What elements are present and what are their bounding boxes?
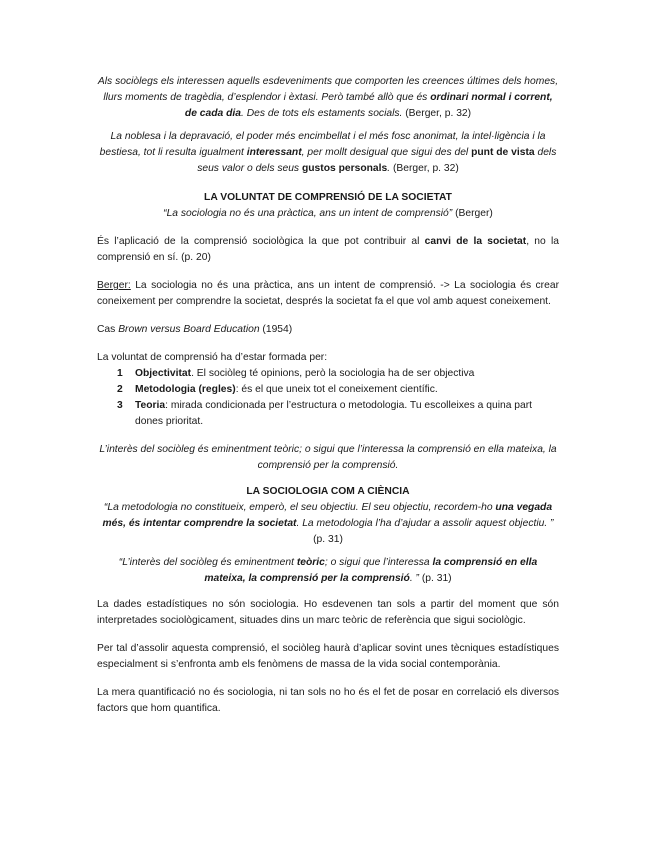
list-item: 1 Objectivitat. El sociòleg té opinions, però la sociologia ha de ser objectiva [117,368,475,379]
section-heading-ciencia: LA SOCIOLOGIA COM A CIÈNCIA [246,486,410,497]
paragraph-berger: Berger: La sociologia no és una pràctica, ans un intent de comprensió. -> La sociologia és crear coneixement per comprendre la societat, després la societat fa el que vol amb aquest coneixement. [97,280,559,307]
quote-interes-teoric: L’interès del sociòleg és eminentment teòric; o sigui que l’interessa la comprensió en ella mateixa, la comprensió per la comprensió. [99,444,557,471]
section-epigraph: “La sociologia no és una pràctica, ans un intent de comprensió” (Berger) [163,208,493,219]
paragraph-dades-estadistiques: La dades estadístiques no són sociologia. Ho esdevenen tan sols a partir del moment que són interpretades sociològicament, situades dins un marc teòric de referència que sigui sociològic. [97,599,559,626]
list-intro: La voluntat de comprensió ha d’estar formada per: [97,352,328,363]
section-heading-comprensio: LA VOLUNTAT DE COMPRENSIÓ DE LA SOCIETAT [204,192,452,203]
list-item: 3 Teoria: mirada condicionada per l’estructura o metodologia. Tu escolleixes a quina part dones prioritat. [117,400,533,427]
numbered-list [97,366,559,430]
paragraph-brown-case: Cas Brown versus Board Education (1954) [97,324,293,335]
paragraph-quantificacio: La mera quantificació no és sociologia, ni tan sols no ho és el fet de posar en correlació els diversos factors que hom quantifica. [97,687,559,714]
quote-berger-1: Als sociòlegs els interessen aquells esdeveniments que comporten les creences últimes dels homes, llurs moments de tragèdia, d’esplendor i èxtasi. Però també allò que és ordinari normal i corrent, de cada dia. Des de tots els estaments socials. (Berger, p. 32) [97,76,559,119]
paragraph-canvi-societat: És l’aplicació de la comprensió sociològica la que pot contribuir al canvi de la societat, no la comprensió en sí. (p. 20) [97,236,559,263]
quote-comprensio: “L’interès del sociòleg és eminentment teòric; o sigui que l’interessa la comprensió en ella mateixa, la comprensió per la comprensió. ” (p. 31) [118,557,538,584]
document-page [97,74,559,717]
quote-metodologia: “La metodologia no constitueix, emperò, el seu objectiu. El seu objectiu, recordem-ho una vegada més, és intentar comprendre la societat. La metodologia l’ha d’ajudar a assolir aquest objectiu. ” (p. 31) [102,502,554,545]
paragraph-tecniques-estadistiques: Per tal d’assolir aquesta comprensió, el sociòleg haurà d’aplicar sovint unes tècniques estadístiques especialment si s’enfronta amb els fenòmens de massa de la vida social contemporània. [97,643,559,670]
quote-berger-2: La noblesa i la depravació, el poder més encimbellat i el més fosc anonimat, la intel·ligència i la bestiesa, tot li resulta igualment interessant, per mollt desigual que sigui des del punt de vista dels seus valor o dels seus gustos personals. (Berger, p. 32) [99,131,557,174]
list-item: 2 Metodologia (regles): és el que uneix tot el coneixement científic. [117,384,438,395]
